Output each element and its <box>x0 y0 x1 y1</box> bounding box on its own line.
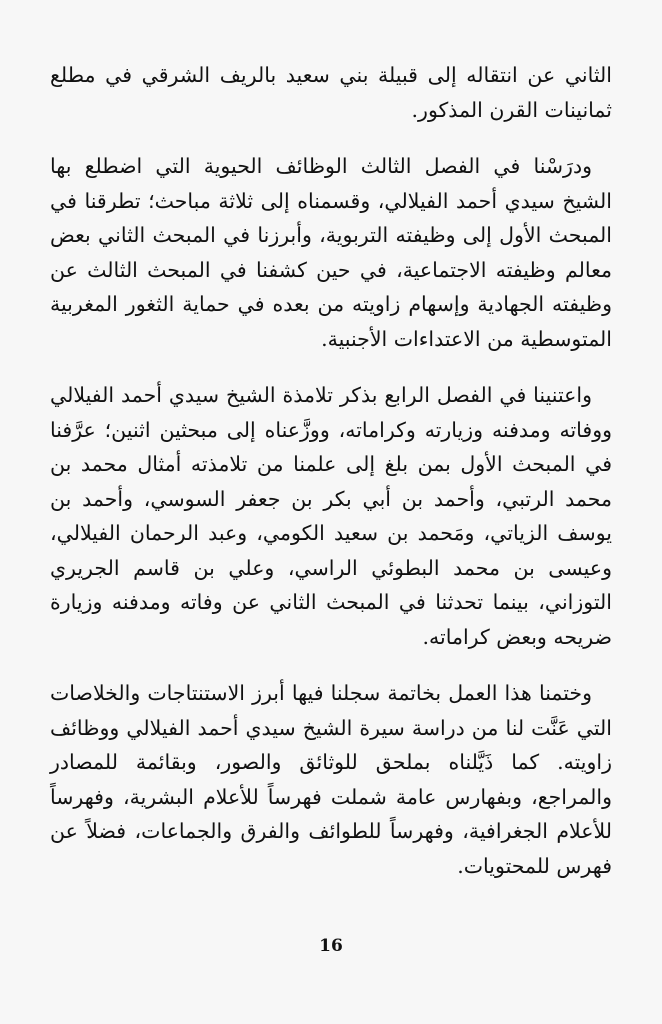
page-number: 16 <box>319 936 343 956</box>
paragraph-chapter-three: ودرَسْنا في الفصل الثالث الوظائف الحيوية التي اضطلع بها الشيخ سيدي أحمد الفيلالي، وقسمناه إلى ثلاثة مباحث؛ تطرقنا في المبحث الأول إلى وظيفته التربوية، وأبرزنا في المبحث الثاني بعض معالم وظيفته الاجتماعية، في حين كشفنا في المبحث الثالث عن وظيفته الجهادية وإسهام زاويته من بعده في حماية الثغور المغربية المتوسطية من الاعتداءات الأجنبية. <box>50 154 612 351</box>
paragraph-conclusion: وختمنا هذا العمل بخاتمة سجلنا فيها أبرز الاستنتاجات والخلاصات التي عَنَّت لنا من دراسة سيرة الشيخ سيدي أحمد الفيلالي ووظائف زاويته. كما ذَيَّلناه بملحق للوثائق والصور، وبقائمة للمصادر والمراجع، وبفهارس عامة شملت فهرساً للأعلام البشرية، وفهرساً للأعلام الجغرافية، وفهرساً للطوائف والفرق والجماعات، فضلاً عن فهرس للمحتويات. <box>50 681 612 878</box>
page-body <box>50 58 612 905</box>
paragraph-chapter-four: واعتنينا في الفصل الرابع بذكر تلامذة الشيخ سيدي أحمد الفيلالي ووفاته ومدفنه وزيارته وكراماته، ووزَّعناه إلى مبحثين اثنين؛ عرَّفنا في المبحث الأول بمن بلغ إلى علمنا من تلامذته أمثال محمد بن محمد الرتبي، وأحمد بن أبي بكر بن جعفر السوسي، وأحمد بن يوسف الزياتي، ومَحمد بن سعيد الكومي، وعبد الرحمان الفيلالي، وعيسى بن محمد البطوئي الراسي، وعلي بن قاسم الجريري التوزاني، بينما تحدثنا في المبحث الثاني عن وفاته ومدفنه وزيارة ضريحه وبعض كراماته. <box>50 383 612 649</box>
paragraph-continuation: الثاني عن انتقاله إلى قبيلة بني سعيد بالريف الشرقي في مطلع ثمانينات القرن المذكور. <box>50 63 612 122</box>
